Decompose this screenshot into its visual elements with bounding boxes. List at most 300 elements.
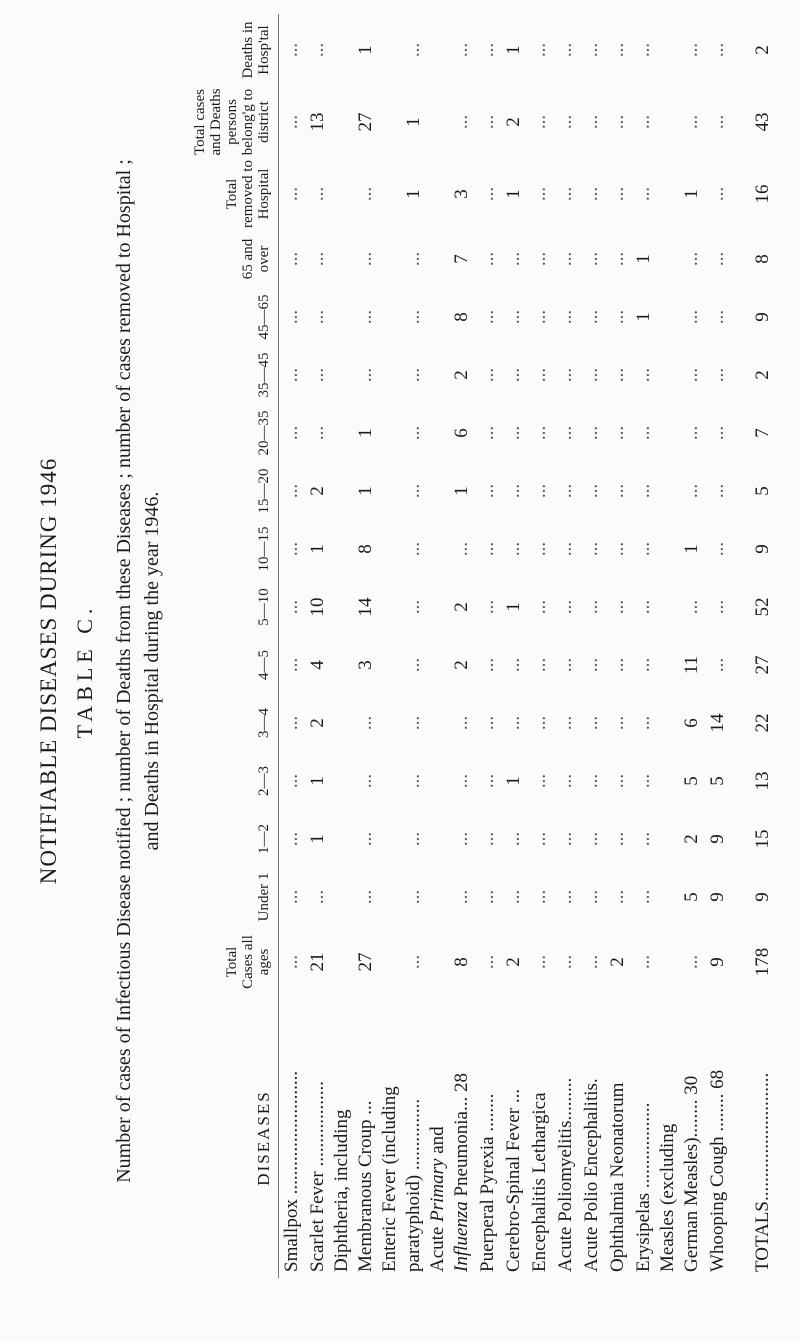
cell-value: ...: [477, 483, 498, 499]
cell-value: ...: [555, 541, 576, 557]
cell-value: 1: [633, 254, 654, 264]
cell-value: ...: [607, 541, 628, 557]
cell-value: ...: [581, 483, 602, 499]
cell-value: ...: [707, 251, 728, 267]
cell-value: ...: [681, 251, 702, 267]
cell-value: ...: [607, 657, 628, 673]
cell-value: ...: [281, 367, 302, 383]
disease-name: Acute Primary and: [427, 1126, 448, 1272]
cell-value: ...: [607, 715, 628, 731]
column-header: 65 and over: [192, 230, 279, 288]
cell-value: ...: [607, 186, 628, 202]
cell-value: ...: [607, 425, 628, 441]
cell-value: ...: [581, 541, 602, 557]
cell-value: 1: [681, 189, 702, 199]
cell-value: 14: [707, 713, 728, 733]
cell-value: 2: [503, 957, 524, 967]
table-description: [110, 0, 166, 1342]
cell-value: ...: [281, 889, 302, 905]
cell-value: ...: [451, 114, 472, 130]
cell-value: 2: [451, 370, 472, 380]
cell-value: ...: [307, 425, 328, 441]
cell-value: [427, 578, 449, 636]
cell-value: 21: [307, 952, 328, 972]
cell-value: ...: [529, 251, 550, 267]
table-row: [657, 14, 679, 1278]
cell-value: ...: [503, 657, 524, 673]
cell-value: ...: [633, 599, 654, 615]
cell-value: ...: [355, 251, 376, 267]
cell-value: [427, 752, 449, 810]
disease-name: Smallpox ..........................: [281, 1070, 302, 1272]
cell-value: 4: [307, 660, 328, 670]
table-row: [579, 14, 605, 1278]
cell-value: ...: [633, 367, 654, 383]
table-row: [705, 14, 731, 1278]
cell-value: 5: [681, 776, 702, 786]
cell-value: ...: [555, 657, 576, 673]
disease-name: paratyphoid) ...............: [403, 1098, 424, 1272]
header-row: [192, 14, 279, 1278]
cell-value: ...: [477, 114, 498, 130]
cell-value: ...: [355, 715, 376, 731]
cell-value: ...: [555, 251, 576, 267]
cell-value: ...: [307, 367, 328, 383]
cell-value: 8: [752, 254, 773, 264]
cell-value: 2: [607, 957, 628, 967]
cell-value: [657, 86, 679, 158]
cell-value: [427, 462, 449, 520]
cell-value: [427, 694, 449, 752]
cell-value: ...: [281, 114, 302, 130]
cell-value: 2: [307, 486, 328, 496]
cell-value: ...: [403, 367, 424, 383]
cell-value: ...: [607, 773, 628, 789]
cell-value: ...: [477, 657, 498, 673]
cell-value: ...: [281, 425, 302, 441]
cell-value: 2: [307, 718, 328, 728]
page-title: NOTIFIABLE DISEASES DURING 1946: [36, 457, 61, 885]
cell-value: [331, 694, 353, 752]
cell-value: ...: [451, 42, 472, 58]
cell-value: ...: [607, 483, 628, 499]
cell-value: ...: [307, 251, 328, 267]
column-header: 2—3: [192, 752, 279, 810]
cell-value: ...: [633, 773, 654, 789]
cell-value: ...: [555, 954, 576, 970]
cell-value: 10: [307, 597, 328, 617]
disease-name: Influenza Pneumonia... 28: [451, 1073, 472, 1272]
cell-value: [331, 14, 353, 86]
cell-value: [331, 404, 353, 462]
cell-value: [427, 14, 449, 86]
description-line-1: Number of cases of Infectious Disease notified ; number of Deaths from these Diseases ; number of cases removed to Hospital ;: [113, 159, 135, 1183]
cell-value: ...: [307, 42, 328, 58]
cell-value: ...: [281, 186, 302, 202]
cell-value: ...: [633, 425, 654, 441]
cell-value: ...: [607, 599, 628, 615]
cell-value: [379, 86, 401, 158]
cell-value: ...: [403, 541, 424, 557]
cell-value: [657, 868, 679, 926]
cell-value: ...: [581, 186, 602, 202]
column-header: Total cases and Deaths persons belong'g to district: [192, 86, 279, 158]
column-header: Total removed to Hospital: [192, 158, 279, 230]
disease-name: Encephalitis Lethargica: [529, 1092, 550, 1272]
cell-value: [657, 158, 679, 230]
column-header: 20—35: [192, 404, 279, 462]
disease-name: Erysipelas ..................: [633, 1102, 654, 1272]
cell-value: [379, 578, 401, 636]
cell-value: ...: [555, 715, 576, 731]
cell-value: ...: [281, 483, 302, 499]
cell-value: ...: [707, 483, 728, 499]
cell-value: ...: [555, 831, 576, 847]
cell-value: ...: [477, 367, 498, 383]
disease-name: TOTALS...........................: [752, 1072, 773, 1272]
cell-value: ...: [633, 541, 654, 557]
cell-value: [657, 346, 679, 404]
cell-value: ...: [681, 309, 702, 325]
cell-value: [657, 404, 679, 462]
table-row: [331, 14, 353, 1278]
cell-value: ...: [355, 773, 376, 789]
cell-value: [657, 694, 679, 752]
cell-value: ...: [281, 309, 302, 325]
cell-value: ...: [503, 251, 524, 267]
cell-value: ...: [403, 483, 424, 499]
cell-value: [379, 868, 401, 926]
cell-value: ...: [477, 773, 498, 789]
cell-value: 2: [752, 45, 773, 55]
cell-value: 27: [355, 952, 376, 972]
cell-value: 7: [451, 254, 472, 264]
cell-value: ...: [633, 114, 654, 130]
cell-value: ...: [555, 186, 576, 202]
cell-value: 14: [355, 597, 376, 617]
disease-name: Ophthalmia Neonatorum: [607, 1082, 628, 1272]
cell-value: ...: [607, 889, 628, 905]
cell-value: ...: [633, 483, 654, 499]
cell-value: 5: [752, 486, 773, 496]
cell-value: [379, 636, 401, 694]
cell-value: ...: [681, 367, 702, 383]
cell-value: ...: [529, 599, 550, 615]
cell-value: ...: [707, 367, 728, 383]
cell-value: ...: [307, 309, 328, 325]
cell-value: 43: [752, 112, 773, 132]
cell-value: [379, 346, 401, 404]
cell-value: [379, 462, 401, 520]
cell-value: 9: [707, 834, 728, 844]
cell-value: ...: [529, 657, 550, 673]
table-row: [353, 14, 379, 1278]
cell-value: ...: [581, 425, 602, 441]
cell-value: 1: [503, 776, 524, 786]
cell-value: ...: [403, 831, 424, 847]
cell-value: ...: [555, 599, 576, 615]
cell-value: ...: [307, 186, 328, 202]
cell-value: ...: [477, 186, 498, 202]
cell-value: 1: [355, 486, 376, 496]
disease-name: Acute Poliomyelitis.........: [555, 1077, 576, 1272]
cell-value: 1: [307, 544, 328, 554]
disease-name: German Measles)........ 30: [681, 1075, 702, 1272]
cell-value: ...: [403, 773, 424, 789]
cell-value: [379, 810, 401, 868]
cell-value: ...: [581, 114, 602, 130]
cell-value: ...: [555, 114, 576, 130]
cell-value: 9: [752, 544, 773, 554]
cell-value: ...: [355, 889, 376, 905]
cell-value: ...: [503, 889, 524, 905]
cell-value: [657, 752, 679, 810]
cell-value: ...: [477, 715, 498, 731]
table-body: [279, 14, 782, 1278]
cell-value: [331, 578, 353, 636]
cell-value: ...: [281, 541, 302, 557]
cell-value: [379, 14, 401, 86]
cell-value: [379, 288, 401, 346]
column-header: 1—2: [192, 810, 279, 868]
cell-value: [331, 158, 353, 230]
cell-value: 13: [307, 112, 328, 132]
cell-value: ...: [633, 831, 654, 847]
cell-value: [427, 230, 449, 288]
cell-value: ...: [607, 114, 628, 130]
cell-value: [331, 810, 353, 868]
cell-value: [427, 520, 449, 578]
cell-value: [657, 462, 679, 520]
cell-value: ...: [503, 483, 524, 499]
cell-value: 1: [403, 189, 424, 199]
cell-value: ...: [581, 42, 602, 58]
cell-value: [657, 14, 679, 86]
table-row: [305, 14, 331, 1278]
cell-value: ...: [555, 773, 576, 789]
cell-value: ...: [633, 889, 654, 905]
table-row: [379, 14, 401, 1278]
cell-value: [331, 230, 353, 288]
totals-row: [731, 14, 781, 1278]
cell-value: ...: [529, 186, 550, 202]
table-row: [401, 14, 427, 1278]
cell-value: ...: [403, 599, 424, 615]
cell-value: [331, 86, 353, 158]
cell-value: ...: [403, 309, 424, 325]
cell-value: ...: [281, 715, 302, 731]
cell-value: ...: [581, 251, 602, 267]
cell-value: ...: [555, 483, 576, 499]
disease-name: Scarlet Fever ..................: [307, 1080, 328, 1272]
cell-value: [379, 404, 401, 462]
cell-value: ...: [403, 715, 424, 731]
cell-value: 2: [752, 370, 773, 380]
cell-value: ...: [503, 425, 524, 441]
cell-value: ...: [281, 773, 302, 789]
cell-value: ...: [503, 309, 524, 325]
cell-value: 22: [752, 713, 773, 733]
cell-value: ...: [581, 773, 602, 789]
cell-value: 1: [503, 189, 524, 199]
cell-value: ...: [477, 42, 498, 58]
cell-value: ...: [581, 831, 602, 847]
cell-value: ...: [281, 954, 302, 970]
cell-value: [331, 636, 353, 694]
cell-value: ...: [529, 425, 550, 441]
cell-value: ...: [681, 42, 702, 58]
cell-value: 2: [681, 834, 702, 844]
disease-name: Whooping Cough ........ 68: [707, 1069, 728, 1272]
table-row: [475, 14, 501, 1278]
cell-value: ...: [503, 715, 524, 731]
cell-value: 15: [752, 829, 773, 849]
disease-name: Cerebro-Spinal Fever ...: [503, 1088, 524, 1272]
cell-value: ...: [633, 657, 654, 673]
cell-value: ...: [403, 889, 424, 905]
cell-value: [331, 752, 353, 810]
table-row: [527, 14, 553, 1278]
cell-value: 9: [707, 892, 728, 902]
cell-value: ...: [581, 657, 602, 673]
cell-value: [331, 462, 353, 520]
column-header: 35—45: [192, 346, 279, 404]
table-row: [501, 14, 527, 1278]
cell-value: ...: [477, 425, 498, 441]
cell-value: [427, 868, 449, 926]
cell-value: [379, 694, 401, 752]
cell-value: 9: [752, 892, 773, 902]
cell-value: ...: [281, 831, 302, 847]
cell-value: ...: [281, 42, 302, 58]
cell-value: 9: [752, 312, 773, 322]
column-header: Total Cases all ages: [192, 926, 279, 998]
cell-value: 2: [503, 117, 524, 127]
description-line-2: and Deaths in Hospital during the year 1946.: [141, 491, 163, 851]
column-header-diseases: DISEASES: [192, 998, 279, 1278]
cell-value: 13: [752, 771, 773, 791]
cell-value: ...: [581, 599, 602, 615]
cell-value: [427, 636, 449, 694]
cell-value: ...: [681, 954, 702, 970]
cell-value: 1: [307, 776, 328, 786]
cell-value: ...: [477, 251, 498, 267]
table-row: [427, 14, 449, 1278]
cell-value: ...: [355, 367, 376, 383]
cell-value: ...: [529, 541, 550, 557]
disease-name: Diphtheria, including: [331, 1109, 352, 1272]
cell-value: 2: [451, 602, 472, 612]
cell-value: ...: [403, 251, 424, 267]
cell-value: [331, 346, 353, 404]
cell-value: ...: [707, 657, 728, 673]
cell-value: [657, 926, 679, 998]
cell-value: ...: [555, 42, 576, 58]
cell-value: 1: [403, 117, 424, 127]
cell-value: [427, 158, 449, 230]
cell-value: 1: [451, 486, 472, 496]
cell-value: 2: [451, 660, 472, 670]
cell-value: ...: [529, 773, 550, 789]
cell-value: 8: [451, 957, 472, 967]
cell-value: ...: [355, 186, 376, 202]
cell-value: ...: [707, 541, 728, 557]
cell-value: ...: [607, 251, 628, 267]
cell-value: [427, 86, 449, 158]
cell-value: ...: [403, 954, 424, 970]
cell-value: [427, 404, 449, 462]
cell-value: ...: [477, 541, 498, 557]
cell-value: [331, 288, 353, 346]
cell-value: 5: [681, 892, 702, 902]
cell-value: 1: [633, 312, 654, 322]
cell-value: ...: [581, 367, 602, 383]
cell-value: [379, 520, 401, 578]
cell-value: ...: [555, 367, 576, 383]
cell-value: 1: [355, 428, 376, 438]
diseases-table: [192, 14, 781, 1278]
table-row: [279, 14, 306, 1278]
cell-value: ...: [529, 367, 550, 383]
disease-name: Acute Polio Encephalitis.: [581, 1078, 602, 1272]
cell-value: ...: [403, 425, 424, 441]
cell-value: ...: [581, 889, 602, 905]
cell-value: 11: [681, 655, 702, 675]
table-label: TABLE C.: [72, 603, 97, 739]
cell-value: ...: [451, 831, 472, 847]
column-header: 4—5: [192, 636, 279, 694]
cell-value: ...: [403, 42, 424, 58]
cell-value: 1: [503, 602, 524, 612]
cell-value: 52: [752, 597, 773, 617]
cell-value: ...: [529, 715, 550, 731]
cell-value: [331, 520, 353, 578]
cell-value: ...: [581, 954, 602, 970]
cell-value: ...: [529, 309, 550, 325]
cell-value: 1: [503, 45, 524, 55]
cell-value: [427, 288, 449, 346]
cell-value: 1: [681, 544, 702, 554]
column-header: Under 1: [192, 868, 279, 926]
cell-value: [379, 230, 401, 288]
disease-name: Puerperal Pyrexia ........: [477, 1093, 498, 1272]
cell-value: ...: [477, 954, 498, 970]
cell-value: ...: [607, 42, 628, 58]
cell-value: ...: [555, 425, 576, 441]
cell-value: ...: [707, 309, 728, 325]
cell-value: [657, 520, 679, 578]
cell-value: ...: [477, 309, 498, 325]
cell-value: 1: [355, 45, 376, 55]
cell-value: 27: [752, 655, 773, 675]
cell-value: 1: [307, 834, 328, 844]
column-header: 10—15: [192, 520, 279, 578]
cell-value: ...: [633, 954, 654, 970]
cell-value: [379, 752, 401, 810]
cell-value: ...: [451, 773, 472, 789]
column-header: 5—10: [192, 578, 279, 636]
cell-value: [427, 926, 449, 998]
cell-value: ...: [477, 599, 498, 615]
column-header: 3—4: [192, 694, 279, 752]
cell-value: [331, 926, 353, 998]
table-row: [553, 14, 579, 1278]
cell-value: ...: [707, 425, 728, 441]
cell-value: ...: [633, 186, 654, 202]
cell-value: 3: [355, 660, 376, 670]
cell-value: ...: [281, 599, 302, 615]
cell-value: ...: [529, 483, 550, 499]
